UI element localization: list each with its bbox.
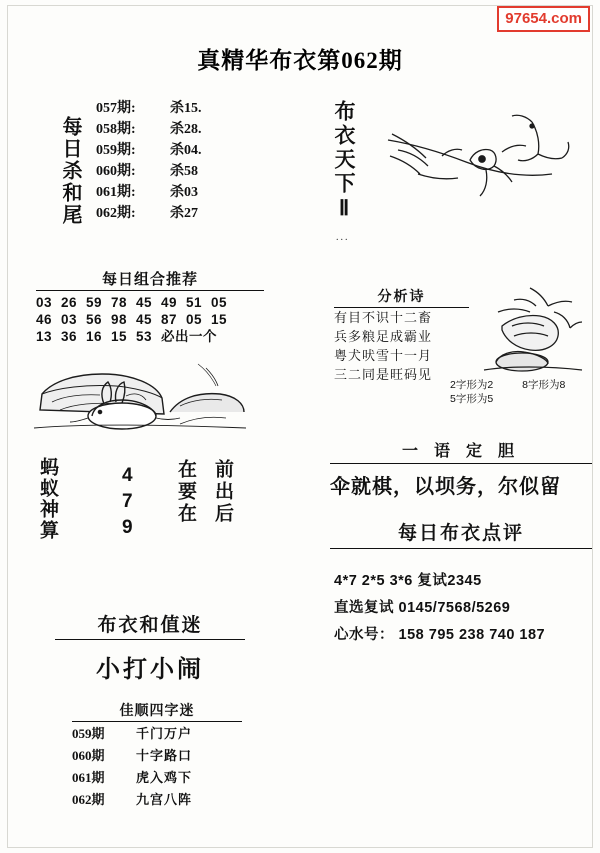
comment-value: 4*7 2*5 3*6 复试2345 <box>334 573 482 589</box>
kill-period: 057期: <box>96 101 136 116</box>
comment-row <box>334 568 594 595</box>
daily-kill-rows <box>96 98 202 224</box>
shape-note-row <box>450 378 565 392</box>
combo-cell: 05 <box>211 295 228 310</box>
combo-cell: 15 <box>111 329 128 344</box>
kill-period: 062期: <box>96 206 136 221</box>
jiashun-text: 九宫八阵 <box>136 792 193 807</box>
combo-row <box>36 311 264 328</box>
comment-row <box>334 622 594 649</box>
ant-word-col-1: 在要在 <box>175 459 196 525</box>
combo-cell: 03 <box>36 295 53 310</box>
kill-value: 杀04. <box>170 143 202 158</box>
ant-calc-block <box>36 455 256 565</box>
combo-cell: 16 <box>86 329 103 344</box>
daily-kill-block <box>48 98 258 238</box>
buyi-dots: ... <box>336 232 350 243</box>
jiashun-period: 060期 <box>72 748 105 763</box>
table-row <box>72 768 242 788</box>
analysis-poem-block <box>334 286 469 384</box>
hezhi-riddle-block <box>55 610 245 684</box>
combo-cell: 98 <box>111 312 128 327</box>
table-row <box>96 161 202 182</box>
combo-cell: 26 <box>61 295 78 310</box>
jiashun-period: 061期 <box>72 770 105 785</box>
ant-number: 7 <box>122 491 133 512</box>
comment-value: 158 795 238 740 187 <box>398 627 546 643</box>
shape-notes <box>450 378 565 406</box>
table-row <box>96 119 202 140</box>
combo-cell: 46 <box>36 312 53 327</box>
yiyu-dingdan-title: 一 语 定 胆 <box>330 438 592 464</box>
ink-illustration-rabbit <box>30 338 250 438</box>
table-row <box>72 790 242 810</box>
table-row <box>96 182 202 203</box>
kill-value: 杀03 <box>170 185 198 200</box>
page-title: 真精华布衣第062期 <box>197 48 403 73</box>
hezhi-body: 小打小闹 <box>96 657 204 683</box>
ant-calc-words <box>162 459 236 545</box>
combo-cell: 13 <box>36 329 53 344</box>
table-row <box>96 203 202 224</box>
ink-illustration-fish <box>478 282 588 382</box>
comment-label: 直选复试 <box>334 600 394 616</box>
table-row <box>72 724 242 744</box>
poem-line: 有目不识十二畜 <box>334 310 433 325</box>
jiashun-riddle-block <box>72 700 242 810</box>
ant-number: 4 <box>122 465 133 486</box>
combo-cell: 05 <box>186 312 203 327</box>
shape-note: 2字形为2 <box>450 379 494 391</box>
ant-calc-label: 蚂蚁神算 <box>37 457 58 541</box>
table-row <box>96 140 202 161</box>
kill-value: 杀58 <box>170 164 198 179</box>
combo-row <box>36 294 264 311</box>
table-row <box>72 746 242 766</box>
table-row <box>96 98 202 119</box>
kill-value: 杀28. <box>170 122 202 137</box>
combo-cell: 51 <box>186 295 203 310</box>
combo-cell: 15 <box>211 312 228 327</box>
jiashun-title: 佳顺四字迷 <box>72 700 242 722</box>
combo-recommend-block <box>36 268 264 345</box>
hezhi-title: 布衣和值迷 <box>55 610 245 640</box>
shape-note-row <box>450 392 565 406</box>
combo-cell: 56 <box>86 312 103 327</box>
kill-period: 061期: <box>96 185 136 200</box>
combo-note: 必出一个 <box>161 329 217 344</box>
combo-cell: 78 <box>111 295 128 310</box>
analysis-poem-title: 分析诗 <box>334 286 469 308</box>
comment-value: 0145/7568/5269 <box>398 600 511 616</box>
combo-title: 每日组合推荐 <box>36 268 264 291</box>
combo-cell: 49 <box>161 295 178 310</box>
jiashun-text: 虎入鸡下 <box>136 770 193 785</box>
watermark-badge: 97654.com <box>497 6 590 32</box>
combo-cell: 36 <box>61 329 78 344</box>
ant-calc-numbers <box>122 463 133 541</box>
jiashun-period: 062期 <box>72 792 105 807</box>
combo-cell: 45 <box>136 312 153 327</box>
ant-word-col-2: 前出后 <box>212 459 233 525</box>
daily-comment-title: 每日布衣点评 <box>330 518 592 549</box>
comment-row <box>334 595 594 622</box>
ant-number: 9 <box>122 517 133 538</box>
kill-period: 060期: <box>96 164 136 179</box>
kill-value: 杀15. <box>170 101 202 116</box>
shape-note: 8字形为8 <box>522 379 566 391</box>
kill-value: 杀27 <box>170 206 198 221</box>
poem-line: 兵多粮足成霸业 <box>334 329 433 344</box>
combo-cell: 45 <box>136 295 153 310</box>
comment-label: 心水号： <box>334 627 394 643</box>
kill-period: 058期: <box>96 122 136 137</box>
daily-kill-label: 每日杀和尾 <box>59 116 81 226</box>
combo-cell: 53 <box>136 329 153 344</box>
yiyu-dingdan-body: 伞就棋，以坝务，尔似留 <box>330 476 561 498</box>
buyi-tianxia-block <box>330 100 580 250</box>
daily-comment-lines <box>334 568 594 649</box>
buyi-tianxia-label: 布衣天下Ⅱ <box>332 100 356 223</box>
jiashun-period: 059期 <box>72 726 105 741</box>
combo-cell: 03 <box>61 312 78 327</box>
shape-note: 5字形为5 <box>450 393 494 405</box>
yiyu-dingdan-block <box>330 438 592 499</box>
kill-period: 059期: <box>96 143 136 158</box>
poem-line: 三二同是旺码见 <box>334 367 433 382</box>
combo-cell: 59 <box>86 295 103 310</box>
combo-cell: 87 <box>161 312 178 327</box>
jiashun-text: 十字路口 <box>136 748 193 763</box>
ink-illustration-bird-branch <box>382 104 578 224</box>
jiashun-text: 千门万户 <box>136 726 193 741</box>
poem-line: 粤犬吠雪十一月 <box>334 348 433 363</box>
